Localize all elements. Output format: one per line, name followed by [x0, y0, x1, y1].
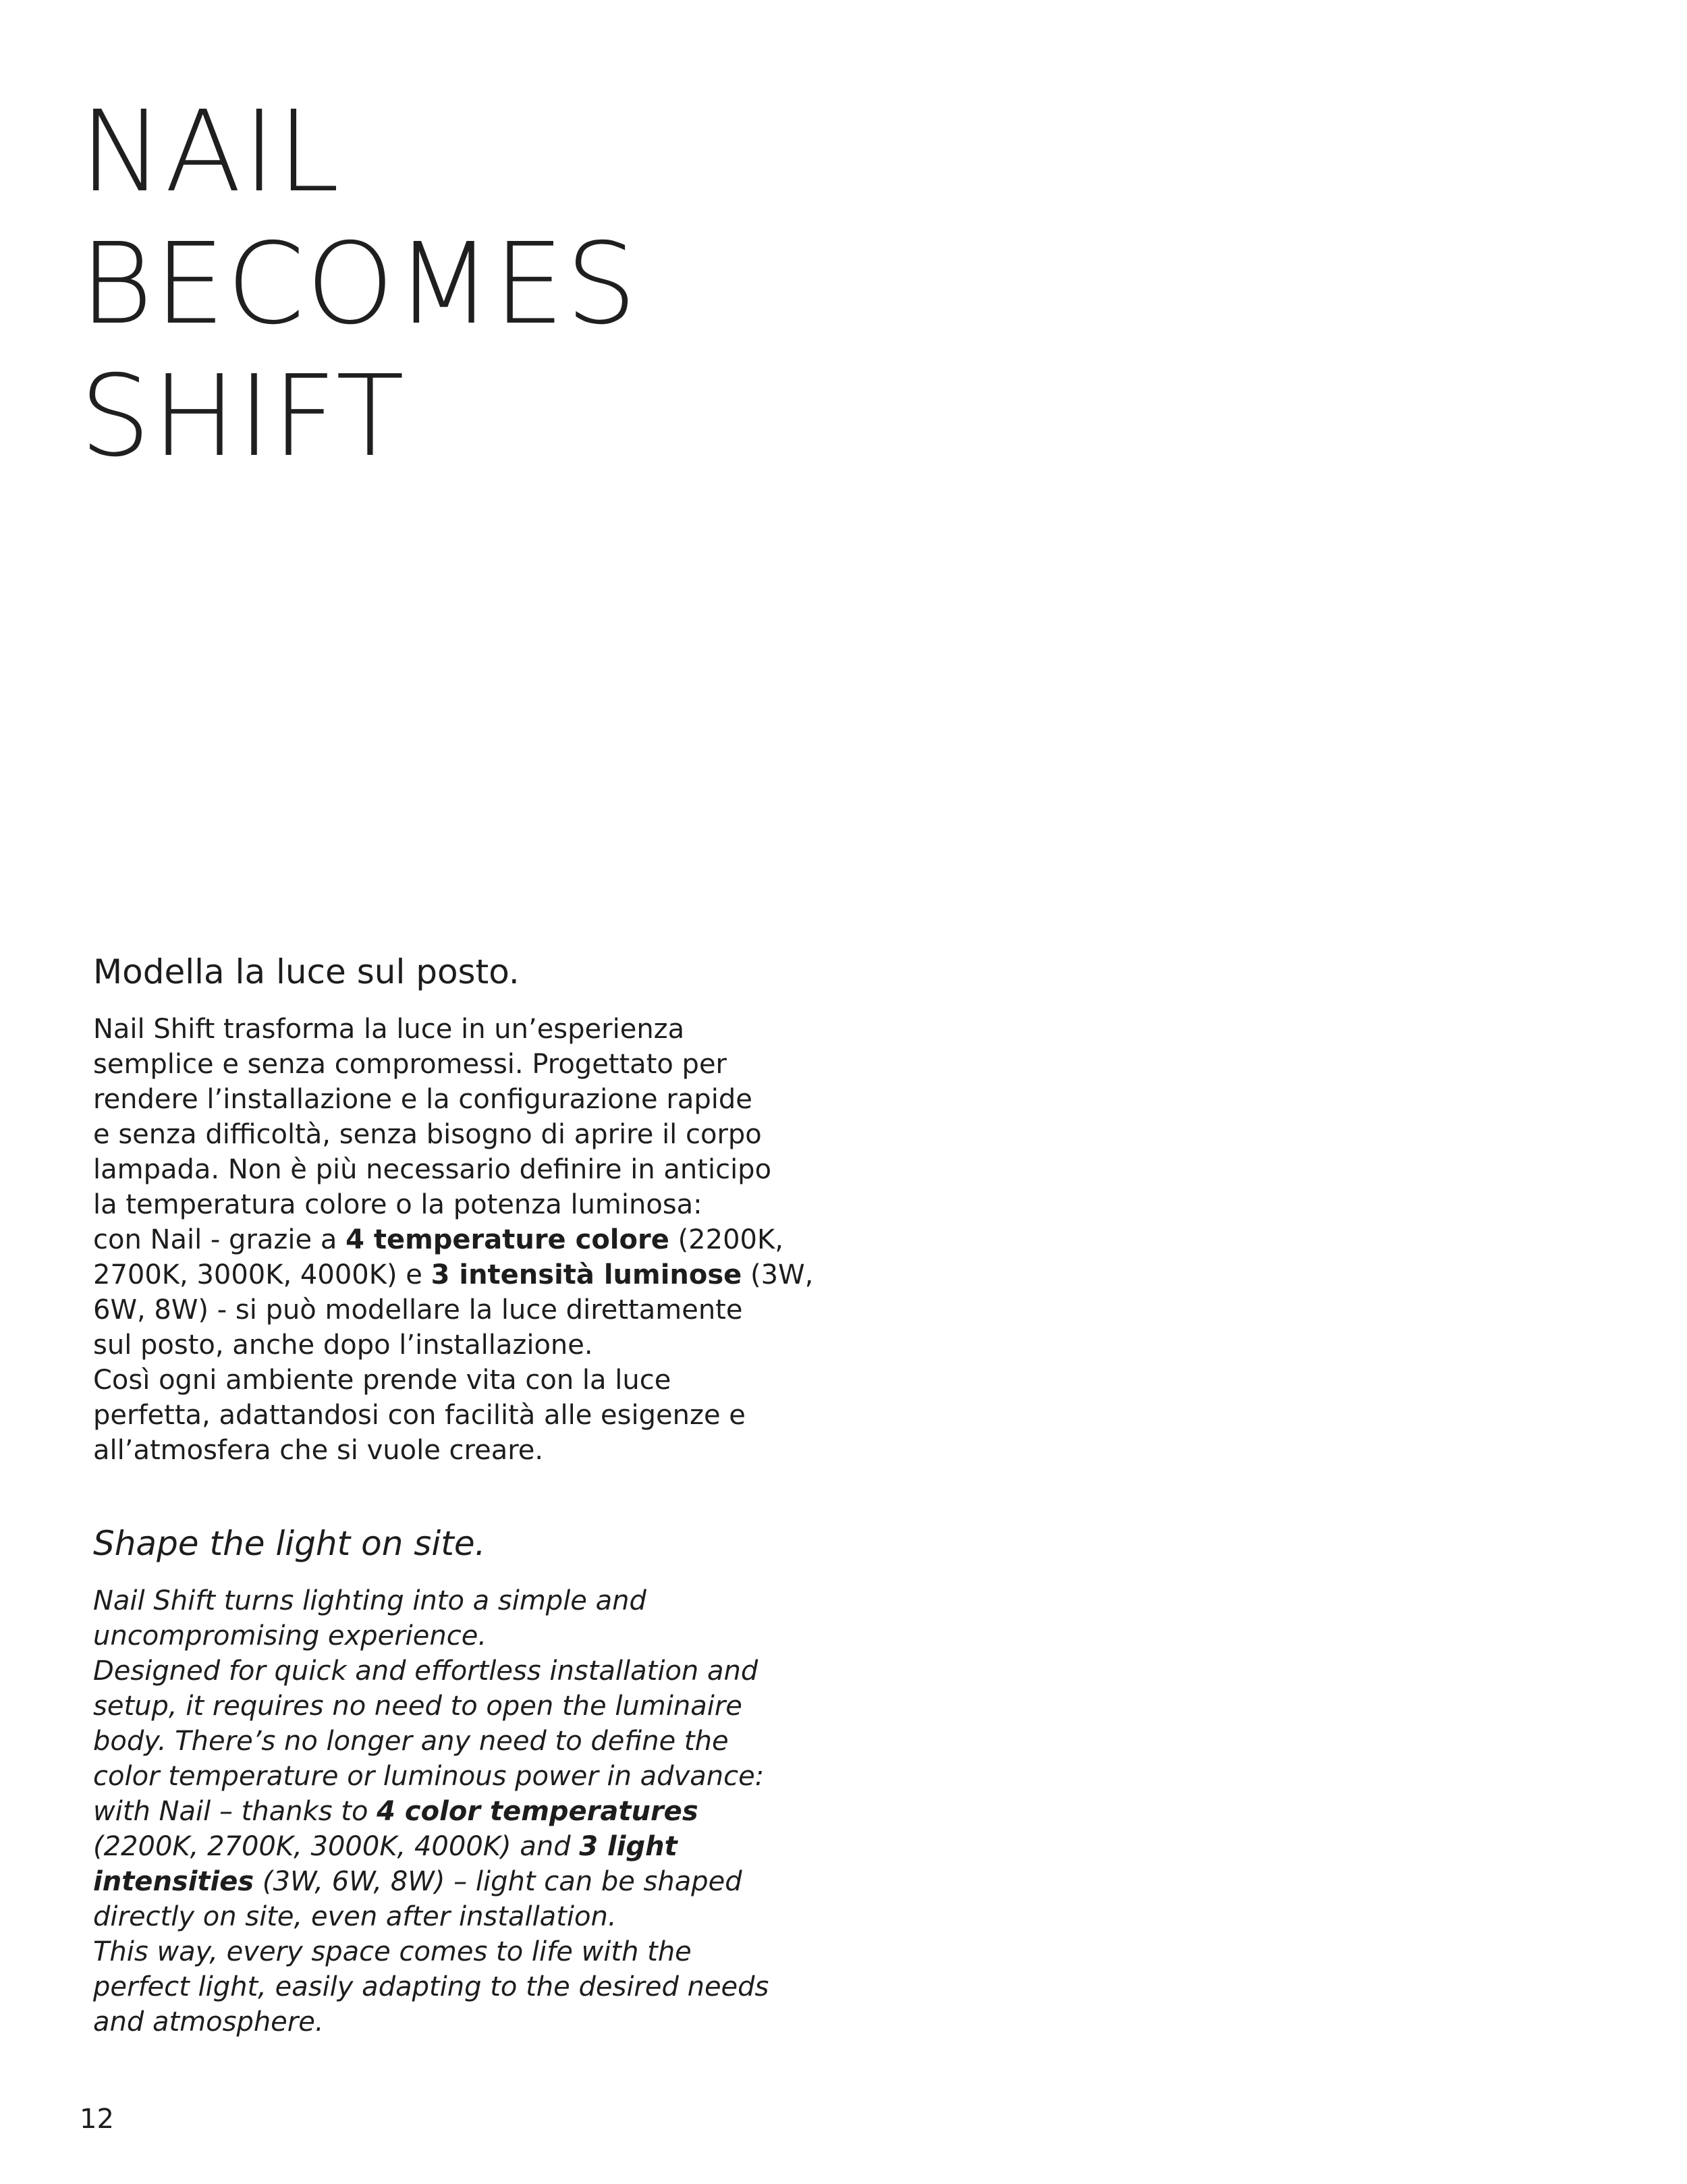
italian-text: 2700K, 3000K, 4000K) e — [93, 1259, 431, 1290]
english-line: color temperature or luminous power in advance: — [93, 1761, 765, 1792]
italian-paragraph — [93, 1012, 835, 1468]
page-number: 12 — [80, 2104, 114, 2135]
english-section — [93, 1520, 835, 2040]
italian-line: semplice e senza compromessi. Progettato per — [93, 1049, 727, 1080]
english-line: body. There’s no longer any need to define the — [93, 1726, 729, 1757]
italian-line: Così ogni ambiente prende vita con la luce — [93, 1365, 671, 1396]
english-line: and atmosphere. — [93, 2006, 324, 2038]
title-line-3: SHIFT — [80, 352, 406, 482]
english-line: Designed for quick and effortless installation and — [93, 1656, 758, 1687]
italian-line — [93, 1222, 835, 1257]
english-line: directly on site, even after installation. — [93, 1901, 617, 1932]
italian-text: con Nail - grazie a — [93, 1224, 346, 1255]
italian-bold-intensities: 3 intensità luminose — [431, 1259, 742, 1290]
italian-line — [93, 1257, 835, 1292]
italian-line: lampada. Non è più necessario definire in anticipo — [93, 1154, 772, 1185]
italian-line: 6W, 8W) - si può modellare la luce direttamente — [93, 1294, 743, 1326]
english-line: This way, every space comes to life with the — [93, 1936, 692, 1967]
italian-bold-temperatures: 4 temperature colore — [345, 1224, 669, 1255]
italian-line: rendere l’installazione e la configurazione rapide — [93, 1084, 752, 1115]
title-line-1: NAIL — [80, 87, 341, 217]
english-line: perfect light, easily adapting to the desired needs — [93, 1971, 769, 2002]
italian-line: sul posto, anche dopo l’installazione. — [93, 1330, 593, 1361]
english-subtitle: Shape the light on site. — [93, 1524, 486, 1563]
italian-line: Nail Shift trasforma la luce in un’esperienza — [93, 1014, 685, 1045]
italian-section — [93, 948, 835, 1468]
english-text: (3W, 6W, 8W) – light can be shaped — [254, 1866, 742, 1897]
english-line: setup, it requires no need to open the luminaire — [93, 1691, 742, 1722]
english-text: (2200K, 2700K, 3000K, 4000K) and — [93, 1831, 580, 1862]
english-line — [93, 1864, 835, 1899]
english-bold-intensities: intensities — [93, 1866, 254, 1897]
english-line — [93, 1794, 835, 1829]
italian-text: (3W, — [742, 1259, 814, 1290]
page-title — [80, 86, 638, 483]
english-paragraph — [93, 1583, 835, 2040]
title-line-2: BECOMES — [80, 219, 638, 350]
italian-subtitle: Modella la luce sul posto. — [93, 952, 520, 991]
italian-line: all’atmosfera che si vuole creare. — [93, 1435, 544, 1466]
italian-line: la temperatura colore o la potenza luminosa: — [93, 1189, 702, 1220]
english-line: Nail Shift turns lighting into a simple and — [93, 1585, 646, 1616]
english-text: with Nail – thanks to — [93, 1796, 377, 1827]
english-bold-light: 3 light — [579, 1831, 677, 1862]
italian-text: (2200K, — [669, 1224, 783, 1255]
italian-line: perfetta, adattandosi con facilità alle esigenze e — [93, 1400, 746, 1431]
english-bold-temperatures: 4 color temperatures — [377, 1796, 698, 1827]
english-line — [93, 1829, 835, 1864]
english-line: uncompromising experience. — [93, 1620, 487, 1651]
italian-line: e senza difficoltà, senza bisogno di aprire il corpo — [93, 1119, 762, 1150]
